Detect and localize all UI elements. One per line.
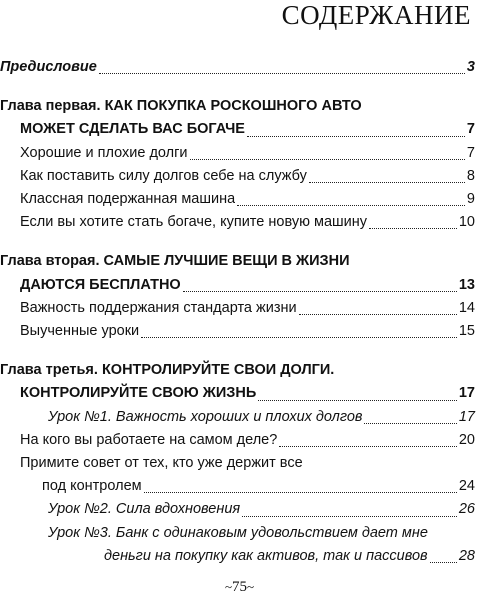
toc-page-number: 15	[458, 323, 475, 340]
toc-section-entry	[0, 211, 479, 234]
toc-section-entry	[0, 297, 479, 320]
toc-entry-title: Урок №1. Важность хороших и плохих долгов	[48, 408, 363, 425]
dot-leader	[258, 400, 457, 401]
footer-ornament-left: ~	[224, 579, 232, 594]
dot-leader	[430, 562, 457, 563]
toc-section-entry	[0, 142, 479, 165]
toc-entry-title: Как поставить силу долгов себе на службу	[20, 167, 307, 184]
toc-entry-title: Примите совет от тех, кто уже держит все	[20, 455, 303, 472]
toc-entry-title: под контролем	[42, 478, 142, 495]
toc-page-number: 17	[458, 385, 475, 402]
toc-page-number: 8	[466, 167, 475, 184]
toc-entry-title: Классная подержанная машина	[20, 191, 236, 208]
toc-entry-title: ДАЮТСЯ БЕСПЛАТНО	[20, 276, 181, 293]
footer-page-number: 75	[232, 579, 247, 595]
toc-section-entry	[0, 522, 479, 568]
toc-page-number: 7	[466, 144, 475, 161]
toc-page-number: 10	[458, 214, 475, 231]
toc-page-number: 28	[458, 547, 475, 564]
toc-entry-title: МОЖЕТ СДЕЛАТЬ ВАС БОГАЧЕ	[20, 121, 245, 138]
toc-section-entry	[0, 498, 479, 521]
dot-leader	[279, 446, 457, 447]
toc-chapter-entry	[0, 95, 479, 141]
toc-page-number: 13	[458, 276, 475, 293]
toc-section-entry	[0, 406, 479, 429]
toc-entry-title: Если вы хотите стать богаче, купите новую машину	[20, 214, 368, 231]
toc-entry-title: Важность поддержания стандарта жизни	[20, 299, 297, 316]
toc-page-number: 14	[458, 299, 475, 316]
section-gap	[0, 234, 479, 250]
toc-section-entry	[0, 165, 479, 188]
page-footer	[0, 579, 479, 596]
toc-entry-title: Глава третья. КОНТРОЛИРУЙТЕ СВОИ ДОЛГИ.	[0, 362, 335, 379]
toc-entry-title: КОНТРОЛИРУЙТЕ СВОЮ ЖИЗНЬ	[20, 385, 257, 402]
table-of-contents	[0, 56, 479, 568]
toc-section-entry	[0, 320, 479, 343]
toc-entry-title: На кого вы работаете на самом деле?	[20, 431, 278, 448]
toc-page-number: 3	[466, 59, 475, 75]
toc-chapter-entry	[0, 56, 479, 79]
toc-entry-title: деньги на покупку как активов, так и пассивов	[104, 547, 428, 564]
section-gap	[0, 343, 479, 359]
toc-page-number: 26	[458, 501, 475, 518]
toc-section-entry	[0, 188, 479, 211]
toc-entry-title: Выученные уроки	[20, 323, 140, 340]
dot-leader	[242, 516, 457, 517]
dot-leader	[141, 337, 457, 338]
toc-entry-title: Хорошие и плохие долги	[20, 144, 188, 161]
dot-leader	[144, 492, 457, 493]
dot-leader	[247, 136, 465, 137]
dot-leader	[183, 291, 457, 292]
dot-leader	[99, 73, 465, 74]
page-title: СОДЕРЖАНИЕ	[281, 0, 471, 30]
dot-leader	[237, 205, 465, 206]
toc-chapter-entry	[0, 250, 479, 296]
toc-section-entry	[0, 452, 479, 498]
toc-page-number: 17	[458, 408, 475, 425]
toc-page-number: 7	[466, 121, 475, 138]
toc-entry-title: Урок №3. Банк с одинаковым удовольствием дает мне	[48, 524, 428, 541]
section-gap	[0, 79, 479, 95]
footer-ornament-right: ~	[247, 579, 255, 594]
toc-entry-title: Урок №2. Сила вдохновения	[48, 501, 241, 518]
toc-section-entry	[0, 429, 479, 452]
toc-page-number: 20	[458, 431, 475, 448]
toc-chapter-entry	[0, 359, 479, 405]
dot-leader	[299, 314, 457, 315]
dot-leader	[309, 182, 465, 183]
toc-page-number: 24	[458, 478, 475, 495]
toc-entry-title: Глава первая. КАК ПОКУПКА РОСКОШНОГО АВТО	[0, 98, 362, 115]
toc-entry-title: Глава вторая. САМЫЕ ЛУЧШИЕ ВЕЩИ В ЖИЗНИ	[0, 253, 350, 270]
toc-page-number: 9	[466, 191, 475, 208]
dot-leader	[364, 423, 456, 424]
toc-entry-title: Предисловие	[0, 59, 97, 75]
dot-leader	[369, 228, 457, 229]
dot-leader	[190, 159, 465, 160]
